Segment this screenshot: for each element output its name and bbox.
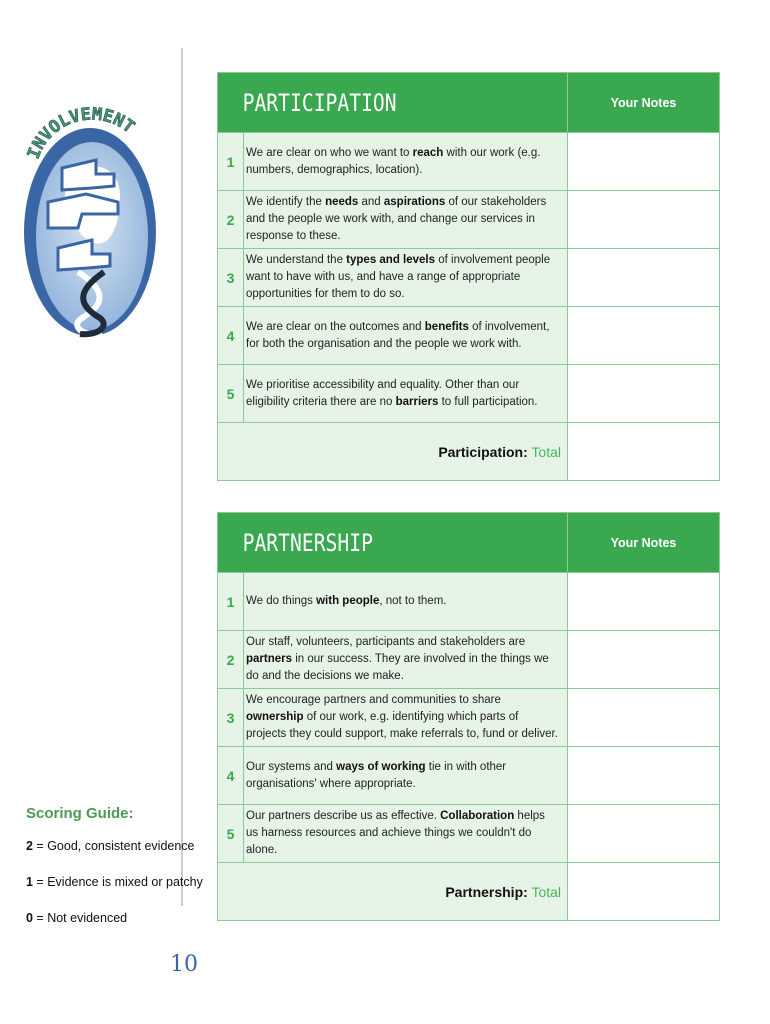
table-row — [218, 631, 720, 689]
total-notes-cell[interactable] — [568, 423, 720, 481]
emphasis-text: benefits — [424, 320, 469, 333]
statement-fragment: Our staff, volunteers, participants and stakeholders are — [246, 636, 526, 648]
notes-cell[interactable] — [568, 249, 720, 307]
partnership-title: PARTNERSHIP — [242, 528, 373, 557]
total-word: Total — [531, 443, 561, 460]
statement-text — [244, 689, 568, 747]
total-row — [218, 423, 720, 481]
statement-text — [244, 573, 568, 631]
total-notes-cell[interactable] — [568, 863, 720, 921]
partnership-total — [218, 863, 568, 921]
row-number: 4 — [218, 307, 244, 365]
participation-header — [218, 73, 568, 133]
table-row — [218, 805, 720, 863]
emphasis-text: Collaboration — [440, 810, 515, 822]
statement-fragment: We identify the — [246, 196, 326, 208]
emphasis-text: barriers — [395, 395, 439, 408]
score-value: 2 — [26, 839, 33, 853]
statement-fragment: We encourage partners and communities to share — [246, 694, 501, 706]
notes-cell[interactable] — [568, 307, 720, 365]
total-label: Participation: — [438, 443, 528, 460]
involvement-logo — [22, 90, 158, 342]
emphasis-text: needs — [325, 196, 359, 208]
statement-fragment: of our stakeholders and the people we work with, and change our services in response to these. — [246, 196, 547, 242]
statement-fragment: We understand the — [246, 254, 347, 266]
scoring-guide-item — [26, 874, 206, 910]
score-value: 0 — [26, 911, 33, 925]
statement-fragment: Our systems and — [246, 760, 337, 773]
emphasis-text: types and levels — [346, 254, 436, 266]
notes-cell[interactable] — [568, 191, 720, 249]
scoring-guide — [26, 805, 206, 946]
row-number: 5 — [218, 365, 244, 423]
row-number: 5 — [218, 805, 244, 863]
notes-header: Your Notes — [568, 513, 720, 573]
statement-fragment: in our success. They are involved in the things we do and the decisions we make. — [246, 653, 549, 682]
statement-fragment: and — [358, 196, 384, 208]
score-description: = Evidence is mixed or patchy — [32, 875, 203, 889]
total-label: Partnership: — [445, 883, 528, 900]
score-description: = Not evidenced — [32, 911, 128, 925]
statement-text — [244, 191, 568, 249]
partnership-table — [217, 512, 720, 921]
total-word: Total — [531, 883, 562, 900]
statement-text — [244, 133, 568, 191]
statement-text — [244, 365, 568, 423]
score-value: 1 — [26, 875, 33, 889]
row-number: 2 — [218, 631, 244, 689]
notes-cell[interactable] — [568, 689, 720, 747]
table-row — [218, 307, 720, 365]
row-number: 3 — [218, 689, 244, 747]
scoring-guide-item — [26, 910, 206, 946]
table-row — [218, 133, 720, 191]
logo-text: INVOLVEMENT — [23, 104, 139, 162]
notes-cell[interactable] — [568, 365, 720, 423]
table-row — [218, 365, 720, 423]
notes-cell[interactable] — [568, 573, 720, 631]
emphasis-text: reach — [412, 146, 444, 159]
statement-fragment: We prioritise accessibility and equality. Other than our eligibility criteria there are no — [246, 378, 520, 408]
scoring-guide-item — [26, 838, 206, 874]
table-row — [218, 573, 720, 631]
statement-text — [244, 249, 568, 307]
table-row — [218, 191, 720, 249]
statement-fragment: Our partners describe us as effective. — [246, 810, 441, 822]
statement-fragment: tie in with other organisations' where appropriate. — [246, 760, 507, 790]
statement-fragment: We do things — [246, 595, 317, 607]
statement-fragment: We are clear on who we want to — [246, 146, 413, 159]
table-row — [218, 747, 720, 805]
emphasis-text: ownership — [246, 711, 304, 723]
statement-text — [244, 805, 568, 863]
total-row — [218, 863, 720, 921]
table-row — [218, 689, 720, 747]
score-description: = Good, consistent evidence — [32, 839, 195, 853]
emphasis-text: aspirations — [383, 196, 446, 208]
table-row — [218, 249, 720, 307]
participation-total — [218, 423, 568, 481]
row-number: 4 — [218, 747, 244, 805]
emphasis-text: partners — [246, 653, 293, 665]
partnership-header — [218, 513, 568, 573]
emphasis-text: with people — [316, 595, 380, 607]
scoring-guide-title: Scoring Guide: — [26, 805, 134, 822]
statement-text — [244, 631, 568, 689]
row-number: 3 — [218, 249, 244, 307]
statement-fragment: of our work, e.g. identifying which parts of projects they could support, make referrals to, fund or deliver. — [246, 711, 558, 740]
statement-fragment: to full participation. — [438, 395, 538, 408]
participation-table — [217, 72, 720, 481]
statement-fragment: with our work (e.g. numbers, demographics, location). — [246, 146, 541, 176]
emphasis-text: ways of working — [336, 760, 426, 773]
statement-fragment: , not to them. — [379, 595, 447, 607]
row-number: 2 — [218, 191, 244, 249]
row-number: 1 — [218, 133, 244, 191]
statement-fragment: of involvement, for both the organisation and the people we work with. — [246, 320, 550, 350]
statement-fragment: helps us harness resources and achieve things we couldn't do alone. — [246, 810, 545, 856]
statement-fragment: We are clear on the outcomes and — [246, 320, 425, 333]
statement-fragment: of involvement people want to have with us, and have a range of appropriate opportunities for them to do so. — [246, 254, 551, 300]
notes-cell[interactable] — [568, 805, 720, 863]
notes-cell[interactable] — [568, 631, 720, 689]
statement-text — [244, 747, 568, 805]
notes-cell[interactable] — [568, 747, 720, 805]
notes-header: Your Notes — [568, 73, 720, 133]
margin-divider — [181, 48, 183, 906]
notes-cell[interactable] — [568, 133, 720, 191]
participation-title: PARTICIPATION — [242, 88, 397, 117]
statement-text — [244, 307, 568, 365]
row-number: 1 — [218, 573, 244, 631]
page-number: 10 — [170, 952, 198, 977]
